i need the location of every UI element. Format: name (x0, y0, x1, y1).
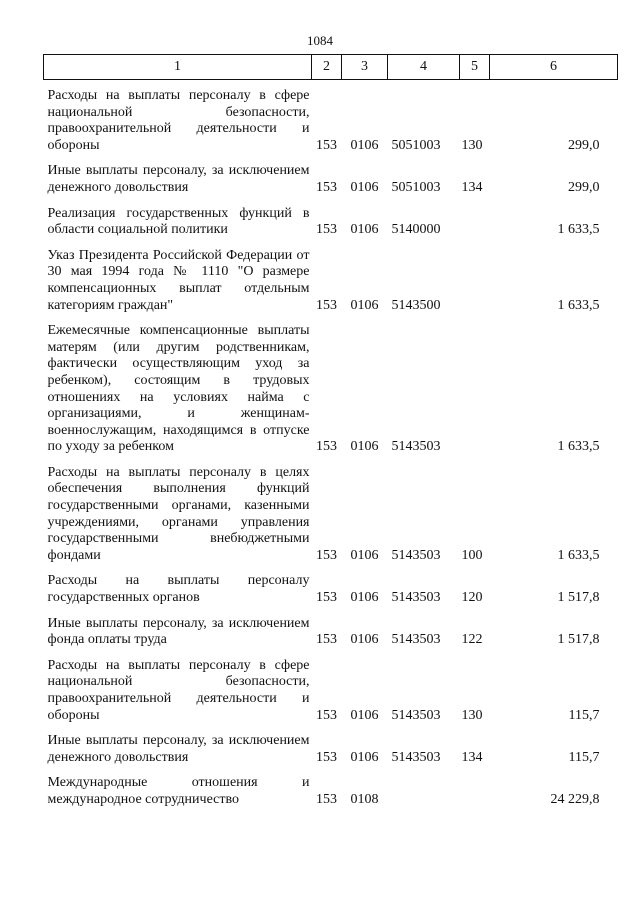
table-row (44, 564, 618, 606)
table-row (44, 607, 618, 649)
row-code-5: 122 (461, 632, 483, 648)
row-code-5: 130 (461, 707, 483, 723)
row-code-3: 0106 (350, 439, 379, 455)
row-name: Иные выплаты персоналу, за исключением фонда оплаты труда (47, 615, 310, 648)
budget-table (43, 54, 618, 809)
header-col-3: 3 (342, 55, 388, 80)
row-amount: 1 633,5 (557, 547, 600, 563)
row-code-5: 134 (461, 179, 483, 195)
page-number: 1084 (307, 33, 333, 48)
row-amount: 24 229,8 (550, 791, 600, 807)
row-amount: 299,0 (568, 137, 600, 153)
row-code-4 (388, 766, 460, 808)
row-amount: 1 517,8 (557, 632, 600, 648)
table-row (44, 80, 618, 155)
table-row (44, 197, 618, 239)
row-code-4: 5051003 (391, 179, 441, 195)
row-amount: 115,7 (568, 749, 600, 765)
row-code-4: 5143503 (391, 547, 441, 563)
row-amount: 299,0 (568, 179, 600, 195)
row-code-2: 153 (316, 707, 337, 723)
row-code-2: 153 (316, 749, 337, 765)
row-code-5 (460, 239, 490, 314)
header-col-2: 2 (312, 55, 342, 80)
row-name: Расходы на выплаты персоналу в сфере национальной безопасности, правоохранительной деятельности и обороны (47, 88, 310, 153)
row-code-4: 5143503 (391, 590, 441, 606)
header-col-1: 1 (44, 55, 312, 80)
row-amount: 115,7 (568, 707, 600, 723)
row-code-2: 153 (316, 791, 337, 807)
row-code-2: 153 (316, 222, 337, 238)
row-name: Реализация государственных функций в области социальной политики (47, 205, 310, 238)
row-code-5: 120 (461, 590, 483, 606)
row-code-5: 134 (461, 749, 483, 765)
row-code-5: 100 (461, 547, 483, 563)
column-number-header (44, 55, 618, 80)
row-code-2: 153 (316, 137, 337, 153)
row-code-4: 5143503 (391, 749, 441, 765)
row-code-3: 0106 (350, 222, 379, 238)
header-col-6: 6 (490, 55, 618, 80)
row-code-2: 153 (316, 590, 337, 606)
row-code-4: 5051003 (391, 137, 441, 153)
row-code-2: 153 (316, 632, 337, 648)
header-col-4: 4 (388, 55, 460, 80)
table-row (44, 154, 618, 196)
row-code-3: 0106 (350, 707, 379, 723)
table-row (44, 456, 618, 565)
row-code-2: 153 (316, 439, 337, 455)
table-row (44, 766, 618, 808)
row-code-3: 0106 (350, 137, 379, 153)
row-code-4: 5143503 (391, 632, 441, 648)
row-name: Ежемесячные компенсационные выплаты матерям (или другим родственникам, фактически осуществляющим уход за ребенком), состоящим в трудовых отношениях на условиях найма с организациями, и женщинам-военнослужащим, находящимся в отпуске по уходу за ребенком (47, 323, 310, 455)
row-code-5 (460, 197, 490, 239)
row-amount: 1 633,5 (557, 439, 600, 455)
row-code-5 (460, 766, 490, 808)
row-code-4: 5143503 (391, 707, 441, 723)
row-name: Международные отношения и международное сотрудничество (47, 775, 310, 807)
header-col-5: 5 (460, 55, 490, 80)
row-name: Иные выплаты персоналу, за исключением денежного довольствия (47, 733, 310, 765)
row-code-3: 0106 (350, 632, 379, 648)
row-amount: 1 633,5 (557, 222, 600, 238)
row-code-4: 5143500 (391, 297, 441, 313)
row-code-2: 153 (316, 547, 337, 563)
table-row (44, 239, 618, 314)
row-code-3: 0106 (350, 590, 379, 606)
row-code-4: 5140000 (391, 222, 441, 238)
row-name: Расходы на выплаты персоналу в целях обеспечения выполнения функций государственными органами, казенными учреждениями, органами управления государственными внебюджетными фондами (47, 464, 310, 563)
table-row (44, 314, 618, 456)
row-code-2: 153 (316, 297, 337, 313)
table-row (44, 649, 618, 724)
row-amount: 1 633,5 (557, 297, 600, 313)
row-name: Иные выплаты персоналу, за исключением денежного довольствия (47, 163, 310, 195)
row-code-3: 0108 (350, 791, 379, 807)
row-code-5 (460, 314, 490, 456)
row-code-3: 0106 (350, 749, 379, 765)
row-amount: 1 517,8 (557, 590, 600, 606)
row-code-5: 130 (461, 137, 483, 153)
row-code-4: 5143503 (391, 439, 441, 455)
row-code-3: 0106 (350, 297, 379, 313)
row-name: Указ Президента Российской Федерации от 30 мая 1994 года № 1110 "О размере компенсационных выплат отдельным категориям граждан" (47, 247, 310, 313)
row-code-3: 0106 (350, 547, 379, 563)
row-name: Расходы на выплаты персоналу государственных органов (47, 573, 310, 606)
table-row (44, 724, 618, 766)
row-code-3: 0106 (350, 179, 379, 195)
row-code-2: 153 (316, 179, 337, 195)
row-name: Расходы на выплаты персоналу в сфере национальной безопасности, правоохранительной деятельности и обороны (47, 657, 310, 723)
